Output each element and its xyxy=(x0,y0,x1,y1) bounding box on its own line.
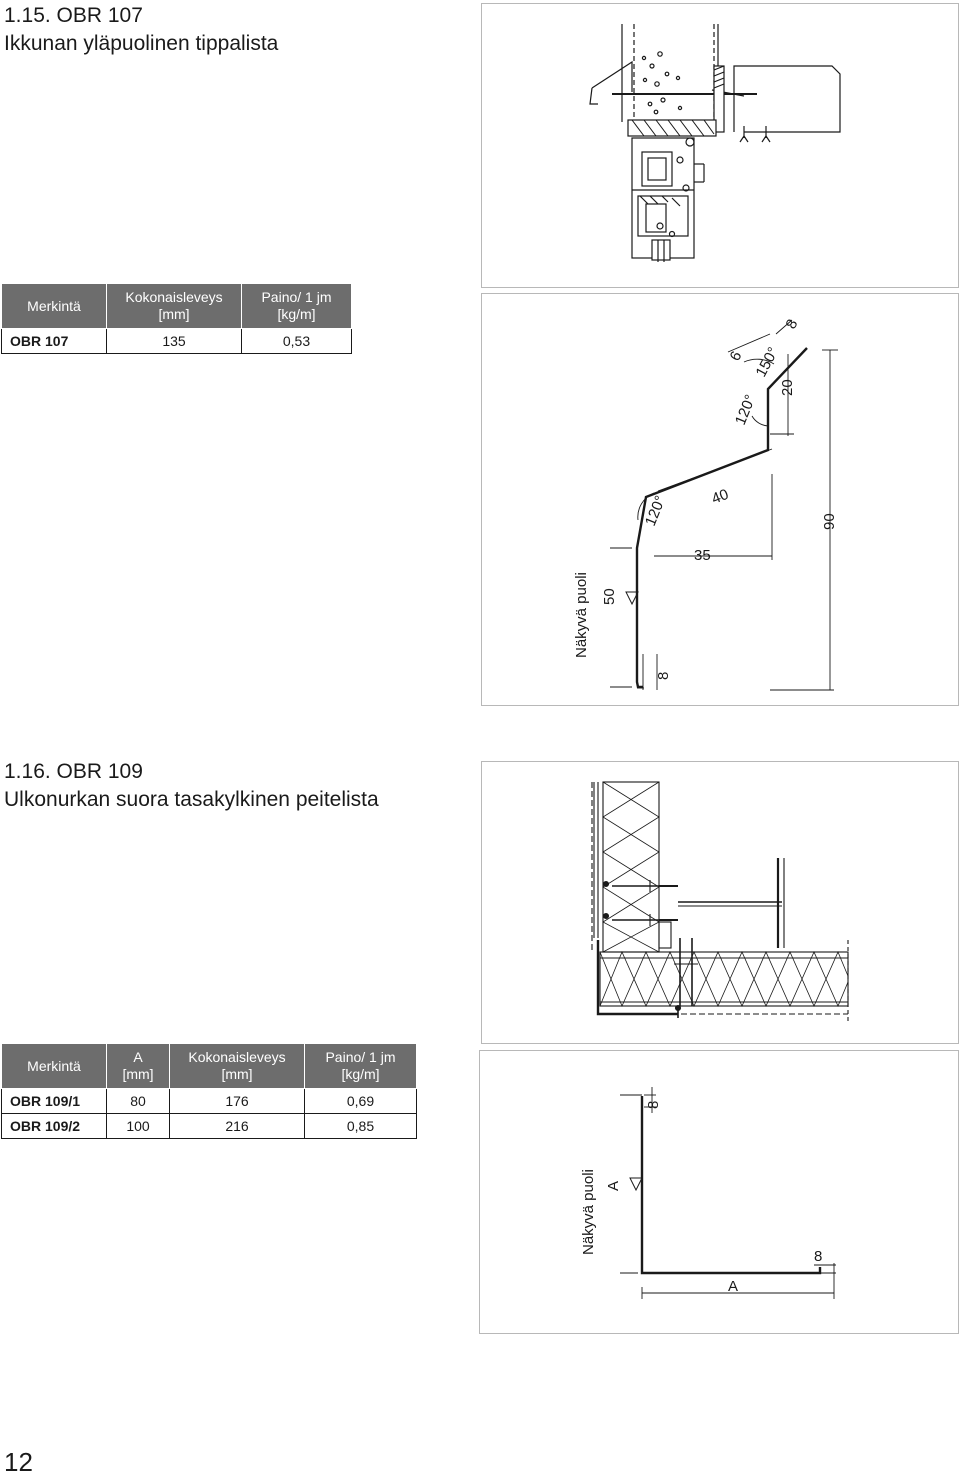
angle-120-upper: 120° xyxy=(731,392,760,428)
table-cell: 176 xyxy=(170,1089,305,1114)
dim-35: 35 xyxy=(694,547,711,564)
dim-8-right: 8 xyxy=(814,1248,823,1265)
angle-150: 150° xyxy=(752,344,783,380)
section-subheading: Ulkonurkan suora tasakylkinen peitelista xyxy=(4,788,379,811)
table-row xyxy=(2,329,352,354)
dim-20: 20 xyxy=(779,379,796,396)
dim-40: 40 xyxy=(709,485,732,508)
visible-side-label: Näkyvä puoli xyxy=(580,1169,597,1255)
header-label: Merkintä xyxy=(27,297,81,314)
table-row xyxy=(2,1089,417,1114)
obr109-profile-drawing xyxy=(480,1051,958,1333)
dim-8-top: 8 xyxy=(645,1100,662,1109)
outer-corner-detail-frame xyxy=(481,761,959,1044)
obr109-profile-frame xyxy=(479,1050,959,1334)
table-header xyxy=(170,1044,305,1089)
window-head-detail-drawing xyxy=(482,4,958,287)
angle-120-lower: 120° xyxy=(641,493,670,529)
table-cell: 135 xyxy=(107,329,242,354)
table-cell: 0,85 xyxy=(305,1114,417,1139)
header-unit: [kg/m] xyxy=(341,1066,380,1082)
dim-a-horizontal: A xyxy=(728,1278,739,1295)
table-cell: OBR 109/1 xyxy=(2,1089,107,1114)
spec-table-obr109 xyxy=(1,1043,417,1139)
header-label: Paino/ 1 jm xyxy=(261,289,332,305)
header-unit: [kg/m] xyxy=(277,306,316,322)
dim-8-top: 8 xyxy=(782,316,802,332)
section-title-obr107 xyxy=(4,2,278,58)
visible-side-label: Näkyvä puoli xyxy=(573,572,590,658)
table-header-row xyxy=(2,1044,417,1089)
dim-6: 6 xyxy=(726,348,746,364)
table-cell: 0,53 xyxy=(242,329,352,354)
table-cell: OBR 107 xyxy=(2,329,107,354)
header-label: A xyxy=(133,1049,143,1065)
header-label: Merkintä xyxy=(27,1057,81,1074)
section-heading: 1.15. OBR 107 xyxy=(4,4,143,27)
table-header xyxy=(107,284,242,329)
table-header xyxy=(2,1044,107,1089)
table-header xyxy=(305,1044,417,1089)
table-cell: 80 xyxy=(107,1089,170,1114)
header-unit: [mm] xyxy=(221,1066,253,1082)
header-unit: [mm] xyxy=(122,1066,154,1082)
table-row xyxy=(2,1114,417,1139)
table-header xyxy=(242,284,352,329)
obr107-profile-drawing xyxy=(482,294,958,705)
header-label: Paino/ 1 jm xyxy=(325,1049,396,1065)
dim-50: 50 xyxy=(601,588,618,605)
dim-90: 90 xyxy=(821,513,838,530)
table-cell: OBR 109/2 xyxy=(2,1114,107,1139)
dim-8-bottom: 8 xyxy=(655,671,672,680)
outer-corner-detail-drawing xyxy=(482,762,958,1043)
table-cell: 0,69 xyxy=(305,1089,417,1114)
table-header-row xyxy=(2,284,352,329)
page-number: 12 xyxy=(4,1447,33,1477)
section-title-obr109 xyxy=(4,758,379,814)
dim-a-vertical: A xyxy=(605,1180,622,1191)
header-unit: [mm] xyxy=(158,306,190,322)
header-label: Kokonaisleveys xyxy=(188,1049,286,1065)
header-label: Kokonaisleveys xyxy=(125,289,223,305)
section-subheading: Ikkunan yläpuolinen tippalista xyxy=(4,32,279,55)
window-head-detail-frame xyxy=(481,3,959,288)
obr107-profile-frame xyxy=(481,293,959,706)
table-header xyxy=(2,284,107,329)
table-cell: 100 xyxy=(107,1114,170,1139)
table-cell: 216 xyxy=(170,1114,305,1139)
section-heading: 1.16. OBR 109 xyxy=(4,760,143,783)
spec-table-obr107 xyxy=(1,283,352,354)
table-header xyxy=(107,1044,170,1089)
